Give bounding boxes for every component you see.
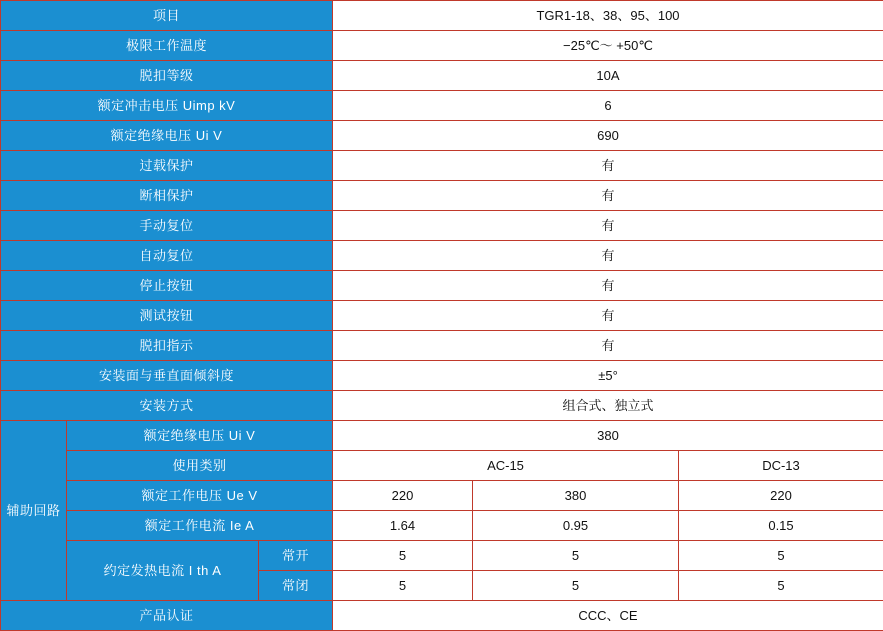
row-value: 10A: [333, 61, 883, 91]
row-label: 额定工作电流 Ie A: [67, 511, 333, 541]
table-row: [1, 241, 883, 271]
sub-row-label-normally-open: 常开: [259, 541, 333, 571]
aux-row-operating-voltage: [1, 481, 883, 511]
row-label: 极限工作温度: [1, 31, 333, 61]
row-label: 过载保护: [1, 151, 333, 181]
table-row: [1, 151, 883, 181]
table-row: [1, 61, 883, 91]
row-value-2: 5: [473, 541, 679, 571]
aux-row-utilization-category: [1, 451, 883, 481]
row-value: −25℃～ +50℃: [333, 31, 883, 61]
row-value: 6: [333, 91, 883, 121]
table-row: [1, 301, 883, 331]
row-label: 产品认证: [1, 601, 333, 631]
row-label: 额定工作电压 Ue V: [67, 481, 333, 511]
row-value-3: 5: [679, 541, 883, 571]
sub-row-label-normally-closed: 常闭: [259, 571, 333, 601]
row-value-dc: DC-13: [679, 451, 883, 481]
row-value-1: 5: [333, 571, 473, 601]
table-row: [1, 91, 883, 121]
row-label: 使用类别: [67, 451, 333, 481]
row-value: 有: [333, 151, 883, 181]
row-value-2: 380: [473, 481, 679, 511]
row-value: CCC、CE: [333, 601, 883, 631]
table-row: [1, 211, 883, 241]
table-row: [1, 181, 883, 211]
row-label: 停止按钮: [1, 271, 333, 301]
table-row: [1, 391, 883, 421]
row-value: 有: [333, 211, 883, 241]
row-value: 有: [333, 271, 883, 301]
table-row-certification: [1, 601, 883, 631]
row-value: 有: [333, 181, 883, 211]
table-row: [1, 271, 883, 301]
row-value: ±5°: [333, 361, 883, 391]
table-row: [1, 31, 883, 61]
row-value-2: 0.95: [473, 511, 679, 541]
row-label: 断相保护: [1, 181, 333, 211]
row-label: 约定发热电流 I th A: [67, 541, 259, 601]
row-value: 有: [333, 301, 883, 331]
row-value-ac: AC-15: [333, 451, 679, 481]
row-label: 测试按钮: [1, 301, 333, 331]
row-value: TGR1-18、38、95、100: [333, 1, 883, 31]
row-value-3: 220: [679, 481, 883, 511]
row-value: 组合式、独立式: [333, 391, 883, 421]
row-label: 自动复位: [1, 241, 333, 271]
aux-group-label: 辅助回路: [1, 421, 67, 601]
row-value-1: 5: [333, 541, 473, 571]
row-value: 690: [333, 121, 883, 151]
row-label: 额定绝缘电压 Ui V: [67, 421, 333, 451]
table-row: [1, 121, 883, 151]
table-row: [1, 361, 883, 391]
aux-row-operating-current: [1, 511, 883, 541]
row-value-1: 1.64: [333, 511, 473, 541]
table-row: [1, 1, 883, 31]
aux-row-insulation-voltage: [1, 421, 883, 451]
row-label: 项目: [1, 1, 333, 31]
row-value: 有: [333, 331, 883, 361]
aux-row-thermal-current-no: [1, 541, 883, 571]
row-label: 脱扣等级: [1, 61, 333, 91]
row-label: 脱扣指示: [1, 331, 333, 361]
row-label: 额定绝缘电压 Ui V: [1, 121, 333, 151]
row-value: 380: [333, 421, 883, 451]
row-label: 安装方式: [1, 391, 333, 421]
row-value-3: 5: [679, 571, 883, 601]
table-row: [1, 331, 883, 361]
row-value-1: 220: [333, 481, 473, 511]
row-label: 额定冲击电压 Uimp kV: [1, 91, 333, 121]
row-label: 安装面与垂直面倾斜度: [1, 361, 333, 391]
row-value: 有: [333, 241, 883, 271]
row-value-2: 5: [473, 571, 679, 601]
row-label: 手动复位: [1, 211, 333, 241]
row-value-3: 0.15: [679, 511, 883, 541]
